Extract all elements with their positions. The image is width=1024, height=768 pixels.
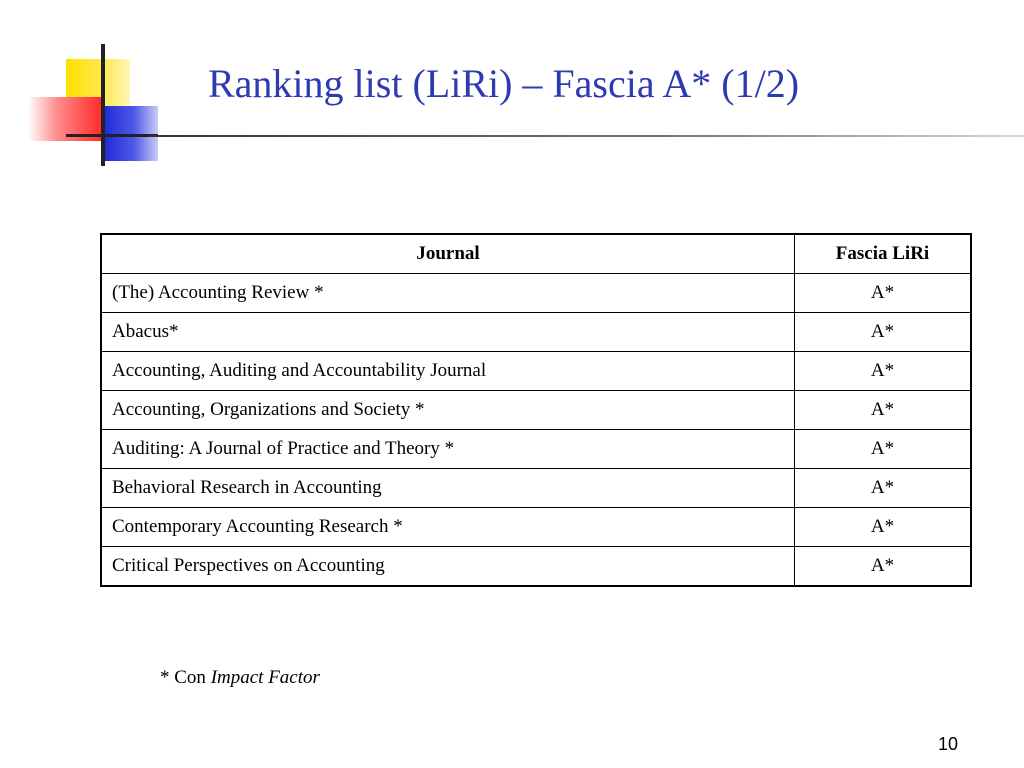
slide-logo-graphic: [28, 44, 158, 166]
table-row: [101, 352, 971, 391]
title-underline: [150, 135, 1024, 137]
fascia-cell: A*: [795, 313, 972, 352]
page-number: 10: [937, 734, 958, 754]
journal-name-cell: Abacus*: [101, 313, 795, 352]
fascia-cell: A*: [795, 547, 972, 587]
journal-name-cell: Behavioral Research in Accounting: [101, 469, 795, 508]
journal-name-cell: (The) Accounting Review *: [101, 274, 795, 313]
table-row: [101, 547, 971, 587]
footnote-prefix: * Con: [160, 667, 211, 688]
logo-horizontal-line: [66, 134, 158, 137]
footnote: [160, 667, 320, 689]
journal-name-cell: Contemporary Accounting Research *: [101, 508, 795, 547]
journal-name-cell: Accounting, Organizations and Society *: [101, 391, 795, 430]
table-row: [101, 508, 971, 547]
journal-name-cell: Accounting, Auditing and Accountability Journal: [101, 352, 795, 391]
journal-name-cell: Critical Perspectives on Accounting: [101, 547, 795, 587]
fascia-cell: A*: [795, 469, 972, 508]
table-row: [101, 469, 971, 508]
table-row: [101, 391, 971, 430]
slide-title: Ranking list (LiRi) – Fascia A* (1/2): [208, 61, 800, 106]
logo-vertical-line: [101, 44, 105, 166]
table-row: [101, 430, 971, 469]
footnote-impact-factor: Impact Factor: [210, 667, 320, 688]
header-journal: Journal: [101, 234, 795, 274]
fascia-cell: A*: [795, 274, 972, 313]
table-header-row: [101, 234, 971, 274]
journal-ranking-table: [100, 233, 972, 587]
header-fascia-liri: Fascia LiRi: [795, 234, 972, 274]
table-row: [101, 274, 971, 313]
fascia-cell: A*: [795, 391, 972, 430]
fascia-cell: A*: [795, 508, 972, 547]
table-row: [101, 313, 971, 352]
journal-name-cell: Auditing: A Journal of Practice and Theory *: [101, 430, 795, 469]
fascia-cell: A*: [795, 352, 972, 391]
fascia-cell: A*: [795, 430, 972, 469]
